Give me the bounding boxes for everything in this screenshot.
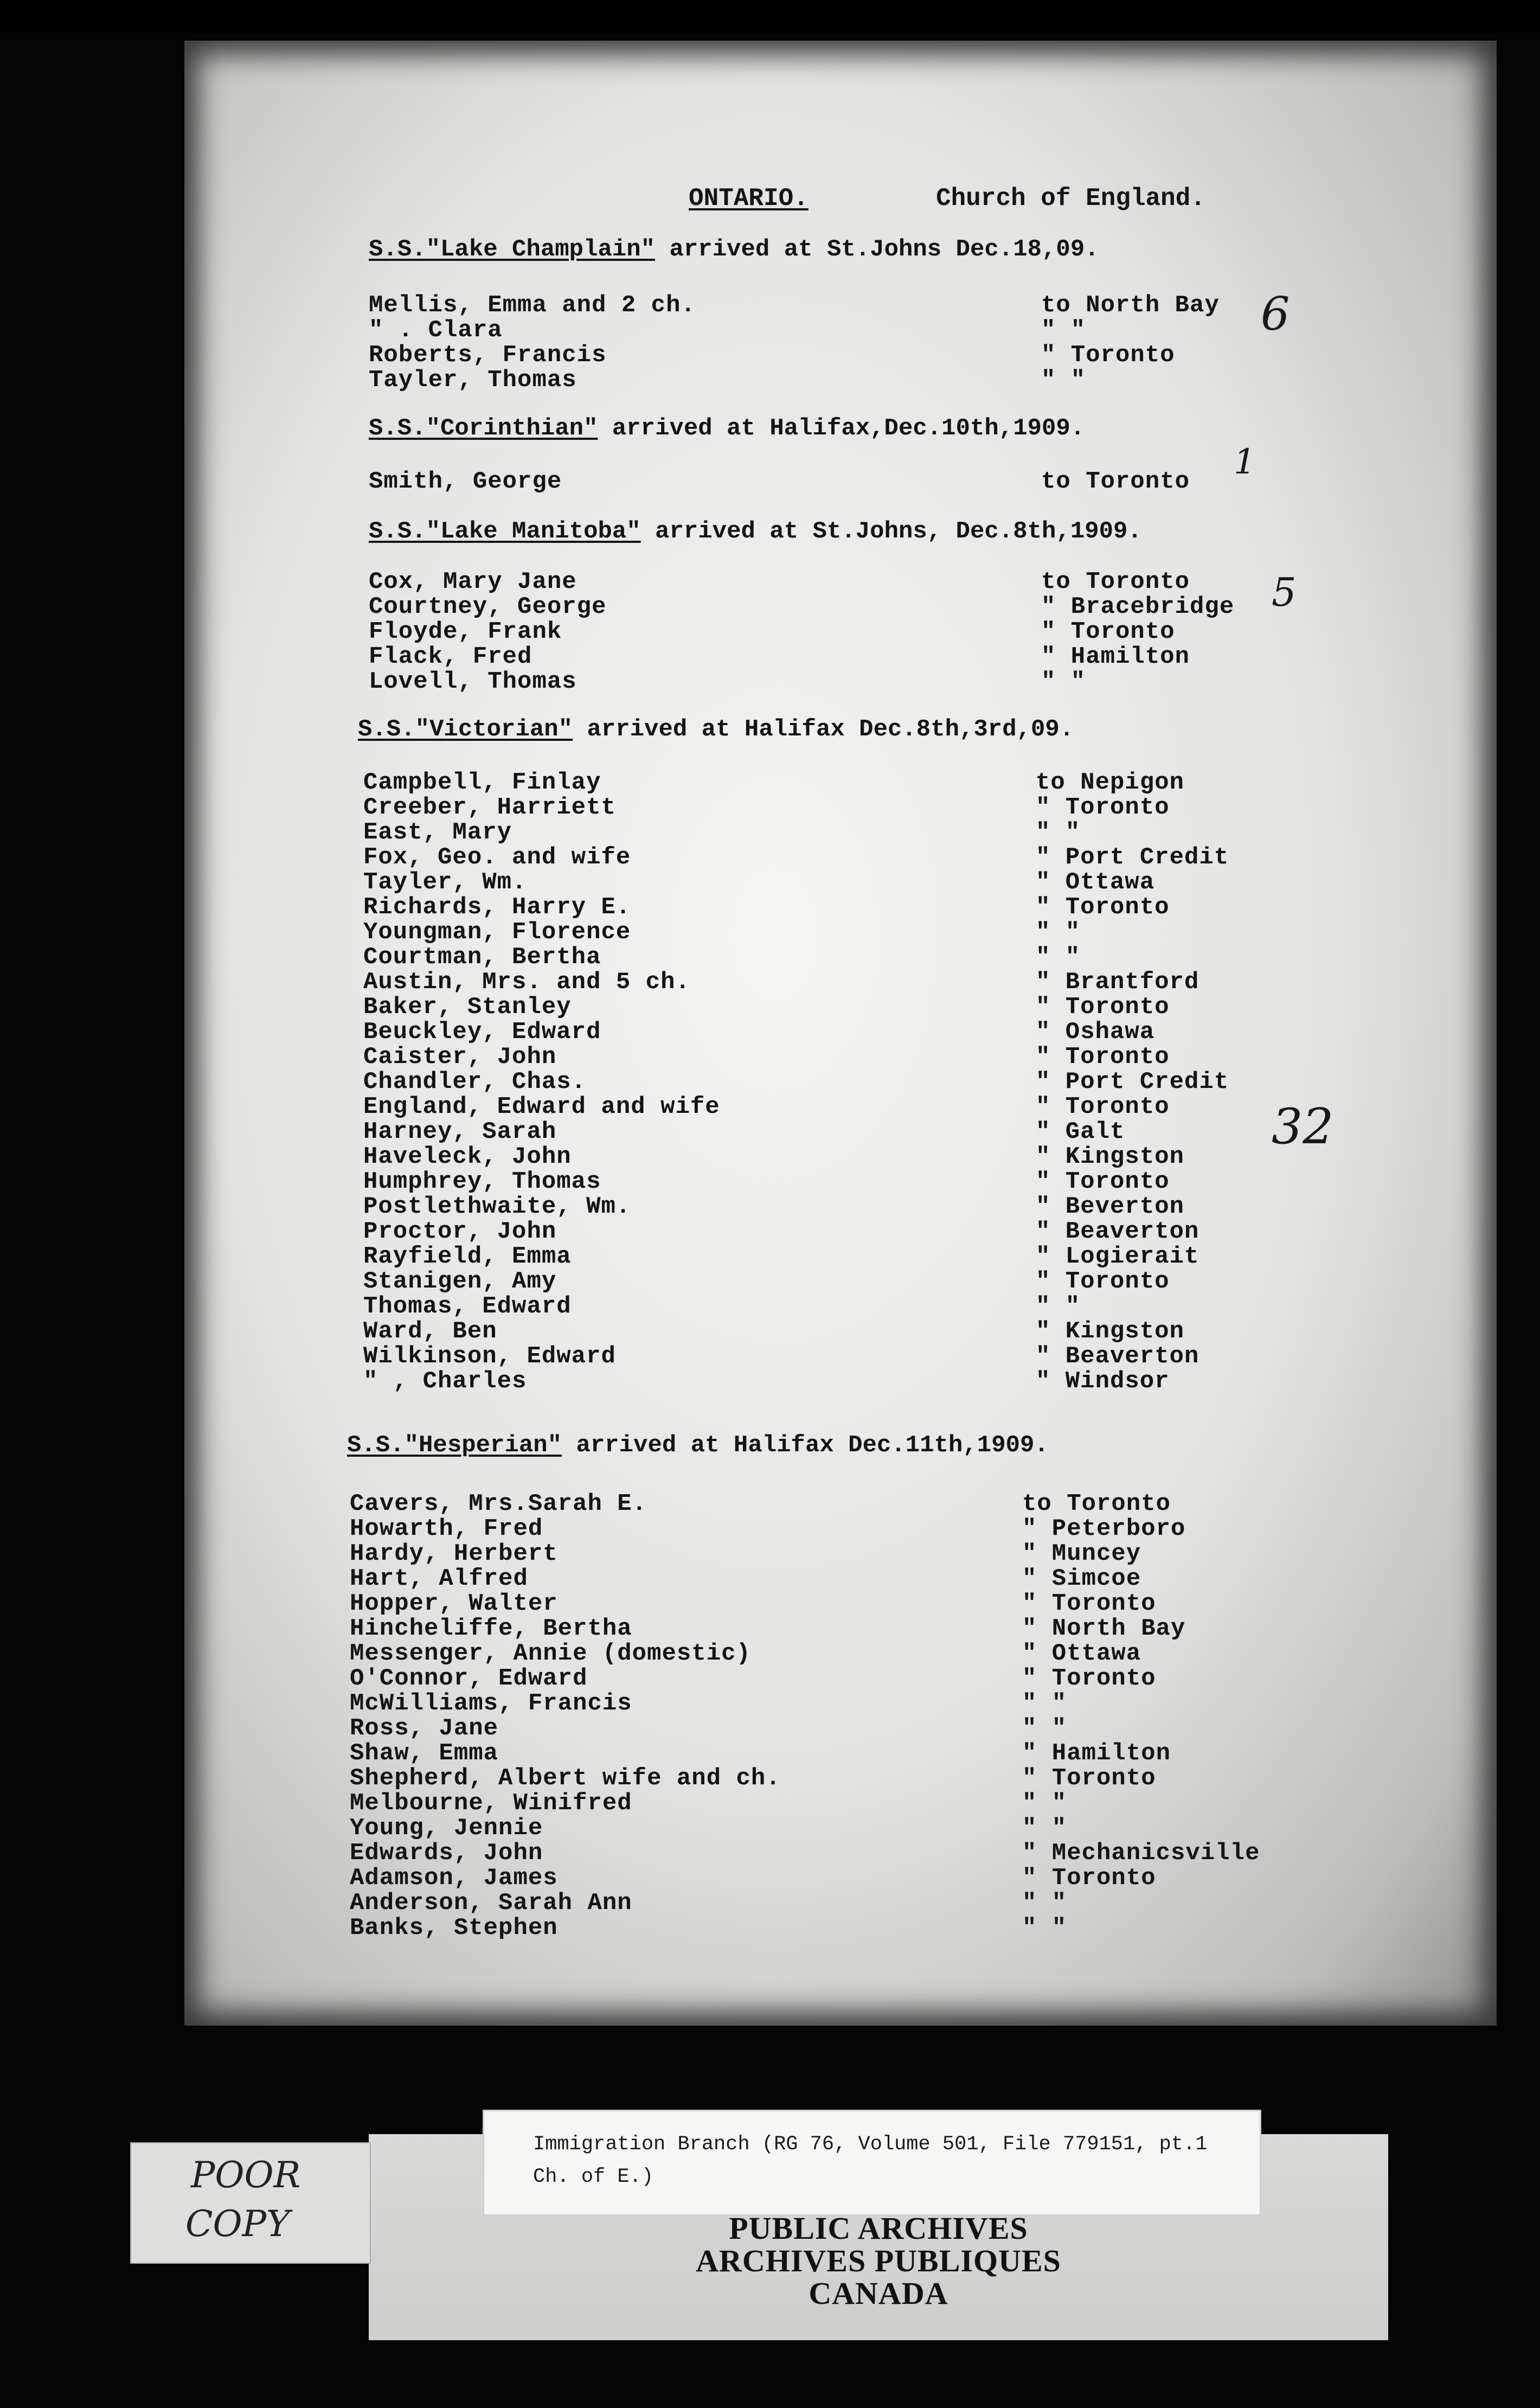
passenger-name: Chandler, Chas. [363,1068,587,1096]
passenger-row [363,1294,1285,1319]
passenger-destination: " North Bay [1022,1615,1186,1642]
passenger-row [363,995,1285,1020]
ship-heading-victorian [358,716,1074,743]
passenger-destination: " Port Credit [1036,1068,1229,1096]
passenger-name: " , Charles [363,1368,527,1395]
passenger-destination: " Muncey [1022,1540,1141,1567]
passenger-name: Messenger, Annie (domestic) [350,1640,751,1667]
passenger-name: Haveleck, John [363,1143,572,1170]
passenger-destination: " " [1041,317,1086,344]
poor-copy-note [130,2142,371,2264]
passenger-row [363,970,1285,995]
passenger-destination: " " [1022,1890,1067,1917]
passenger-row [369,569,1291,594]
ship-name: S.S."Lake Champlain" [369,236,656,263]
passenger-destination: " Brantford [1036,969,1199,996]
ship-name: S.S."Victorian" [358,716,573,743]
passenger-row [363,1194,1285,1219]
handwritten-count: 5 [1272,569,1297,615]
poor-copy-word-1: POOR [191,2154,301,2196]
passenger-name: O'Connor, Edward [350,1665,588,1692]
ship-heading-corinthian [369,415,1085,442]
passenger-name: Shaw, Emma [350,1740,499,1767]
passenger-name: Campbell, Finlay [363,769,601,796]
passenger-name: Ward, Ben [363,1318,497,1345]
passenger-row [350,1866,1272,1891]
passenger-destination: " " [1022,1690,1067,1717]
passenger-name: Harney, Sarah [363,1118,557,1145]
passenger-name: Youngman, Florence [363,919,631,946]
passenger-name: Proctor, John [363,1218,557,1245]
passenger-row [350,1491,1272,1516]
passenger-name: Banks, Stephen [350,1914,558,1942]
passenger-destination: to Nepigon [1036,769,1185,796]
passenger-destination: " Oshawa [1036,1019,1155,1046]
passenger-name: Melbourne, Winifred [350,1790,632,1817]
province-heading: ONTARIO. [689,184,809,213]
passenger-row [350,1766,1272,1791]
passenger-destination: " Windsor [1036,1368,1170,1395]
passenger-destination: " " [1036,819,1081,846]
passenger-row [363,1369,1285,1394]
passenger-destination: " Logierait [1036,1243,1199,1270]
passenger-destination: " Beverton [1036,1193,1185,1220]
film-frame [0,0,1540,33]
passenger-row [350,1591,1272,1616]
passenger-destination: " Toronto [1041,342,1175,369]
passenger-row [363,895,1285,920]
passenger-row [363,945,1285,970]
passenger-destination: " " [1022,1914,1067,1942]
passenger-row [350,1816,1272,1841]
passenger-row [350,1891,1272,1916]
passenger-name: Wilkinson, Edward [363,1343,616,1370]
passenger-destination: " " [1036,1293,1081,1320]
passenger-name: Fox, Geo. and wife [363,844,631,871]
ship-arrival: arrived at St.Johns Dec.18,09. [669,236,1099,263]
ship-arrival: arrived at Halifax Dec.8th,3rd,09. [587,716,1074,743]
passenger-name: Young, Jennie [350,1815,543,1842]
passenger-row [350,1716,1272,1741]
passenger-name: McWilliams, Francis [350,1690,632,1717]
passenger-destination: " " [1022,1815,1067,1842]
passenger-destination: " Port Credit [1036,844,1229,871]
passenger-name: Rayfield, Emma [363,1243,572,1270]
passenger-destination: " Hamilton [1041,643,1190,670]
poor-copy-word-2: COPY [185,2203,290,2245]
ship-heading-lake-manitoba [369,518,1142,545]
passenger-destination: to Toronto [1022,1490,1171,1517]
passenger-name: Hopper, Walter [350,1590,558,1617]
passenger-name: Anderson, Sarah Ann [350,1890,632,1917]
passenger-name: Tayler, Wm. [363,869,527,896]
passenger-name: Creeber, Harriett [363,794,616,821]
passenger-row [350,1616,1272,1641]
passenger-name: Richards, Harry E. [363,894,631,921]
passenger-destination: " Bracebridge [1041,593,1235,620]
passenger-name: East, Mary [363,819,512,846]
passenger-name: Tayler, Thomas [369,367,577,394]
passenger-name: Baker, Stanley [363,994,572,1021]
passenger-name: Humphrey, Thomas [363,1168,601,1195]
passenger-row [350,1666,1272,1691]
passenger-destination: " " [1022,1715,1067,1742]
passenger-row [363,920,1285,945]
ship-arrival: arrived at Halifax Dec.11th,1909. [576,1432,1049,1459]
passenger-name: Courtman, Bertha [363,944,601,971]
ship-heading-lake-champlain [369,236,1099,263]
passenger-name: Flack, Fred [369,643,532,670]
passenger-destination: " Toronto [1036,1093,1170,1120]
passenger-name: Mellis, Emma and 2 ch. [369,292,696,319]
passenger-name: Hart, Alfred [350,1565,528,1592]
passenger-name: Ross, Jane [350,1715,499,1742]
passenger-destination: " Kingston [1036,1143,1185,1170]
passenger-row [350,1541,1272,1566]
passenger-row [350,1641,1272,1666]
passenger-row [363,870,1285,895]
passenger-destination: to North Bay [1041,292,1220,319]
passenger-name: Beuckley, Edward [363,1019,601,1046]
passenger-destination: " Mechanicsville [1022,1840,1260,1867]
passenger-row [350,1741,1272,1766]
passenger-name: Stanigen, Amy [363,1268,557,1295]
passenger-destination: " Galt [1036,1118,1125,1145]
passenger-destination: " Simcoe [1022,1565,1141,1592]
passenger-destination: to Toronto [1041,568,1190,595]
passenger-row [369,669,1291,694]
passenger-row [369,619,1291,644]
passenger-row [363,1069,1285,1094]
passenger-destination: " Toronto [1022,1665,1156,1692]
handwritten-count: 1 [1234,442,1256,482]
passenger-row [363,820,1285,845]
passenger-row [350,1841,1272,1866]
passenger-row [369,644,1291,669]
passenger-name: Cavers, Mrs.Sarah E. [350,1490,647,1517]
passenger-row [363,1344,1285,1369]
passenger-destination: " Ottawa [1036,869,1155,896]
page-heading [689,184,1205,213]
passenger-name: Thomas, Edward [363,1293,572,1320]
passenger-destination: " Toronto [1036,1043,1170,1071]
ship-name: S.S."Hesperian" [347,1432,562,1459]
passenger-destination: to Toronto [1041,468,1190,495]
passenger-row [350,1566,1272,1591]
document-page [184,41,1497,2026]
passenger-row [363,1020,1285,1045]
archives-stamp-line-3: CANADA [809,2276,948,2311]
passenger-row [369,469,1291,494]
passenger-destination: " Hamilton [1022,1740,1171,1767]
passenger-row [350,1516,1272,1541]
passenger-row [363,795,1285,820]
passenger-row [369,318,1291,343]
passenger-name: Hardy, Herbert [350,1540,558,1567]
passenger-name: Adamson, James [350,1865,558,1892]
passenger-name: Cox, Mary Jane [369,568,577,595]
passenger-row [363,1219,1285,1244]
passenger-row [350,1691,1272,1716]
passenger-destination: " Ottawa [1022,1640,1141,1667]
passenger-row [363,1094,1285,1119]
ship-heading-hesperian [347,1432,1049,1459]
passenger-row [363,1319,1285,1344]
passenger-name: Courtney, George [369,593,607,620]
reference-line-2: Ch. of E.) [533,2166,654,2188]
passenger-destination: " Kingston [1036,1318,1185,1345]
passenger-name: Floyde, Frank [369,618,562,645]
passenger-destination: " Toronto [1036,794,1170,821]
passenger-row [369,368,1291,393]
passenger-row [369,343,1291,368]
ship-name: S.S."Corinthian" [369,415,598,442]
passenger-destination: " Toronto [1022,1590,1156,1617]
passenger-destination: " Toronto [1041,618,1175,645]
passenger-name: England, Edward and wife [363,1093,720,1120]
passenger-destination: " Toronto [1036,1168,1170,1195]
passenger-destination: " Toronto [1022,1765,1156,1792]
passenger-destination: " Peterboro [1022,1515,1186,1542]
passenger-row [363,845,1285,870]
passenger-destination: " Toronto [1036,994,1170,1021]
reference-card [483,2110,1261,2216]
passenger-name: Shepherd, Albert wife and ch. [350,1765,781,1792]
passenger-destination: " " [1041,367,1086,394]
passenger-destination: " Toronto [1036,1268,1170,1295]
ship-name: S.S."Lake Manitoba" [369,518,641,545]
church-heading: Church of England. [936,184,1205,213]
passenger-destination: " Beaverton [1036,1218,1199,1245]
handwritten-count: 32 [1272,1098,1334,1155]
passenger-name: Smith, George [369,468,562,495]
archives-stamp-line-1: PUBLIC ARCHIVES [729,2211,1028,2246]
passenger-name: Hincheliffe, Bertha [350,1615,632,1642]
passenger-row [363,1045,1285,1069]
passenger-row [350,1916,1272,1941]
passenger-row [363,1269,1285,1294]
passenger-row [350,1791,1272,1816]
passenger-destination: " Toronto [1022,1865,1156,1892]
passenger-name: " . Clara [369,317,503,344]
passenger-destination: " " [1041,668,1086,695]
passenger-row [369,594,1291,619]
passenger-destination: " Toronto [1036,894,1170,921]
passenger-destination: " " [1036,944,1081,971]
ship-arrival: arrived at St.Johns, Dec.8th,1909. [655,518,1142,545]
reference-line-1: Immigration Branch (RG 76, Volume 501, File 779151, pt.1 [533,2133,1208,2156]
passenger-name: Caister, John [363,1043,557,1071]
passenger-name: Postlethwaite, Wm. [363,1193,631,1220]
passenger-row [363,1144,1285,1169]
handwritten-count: 6 [1261,287,1290,341]
passenger-destination: " Beaverton [1036,1343,1199,1370]
passenger-row [363,1244,1285,1269]
passenger-row [363,1119,1285,1144]
passenger-row [363,1169,1285,1194]
passenger-name: Lovell, Thomas [369,668,577,695]
passenger-name: Howarth, Fred [350,1515,543,1542]
ship-arrival: arrived at Halifax,Dec.10th,1909. [612,415,1085,442]
passenger-destination: " " [1036,919,1081,946]
archives-stamp-line-2: ARCHIVES PUBLIQUES [696,2243,1061,2278]
passenger-name: Roberts, Francis [369,342,607,369]
passenger-row [363,770,1285,795]
passenger-name: Edwards, John [350,1840,543,1867]
passenger-row [369,293,1291,318]
passenger-destination: " " [1022,1790,1067,1817]
passenger-name: Austin, Mrs. and 5 ch. [363,969,690,996]
